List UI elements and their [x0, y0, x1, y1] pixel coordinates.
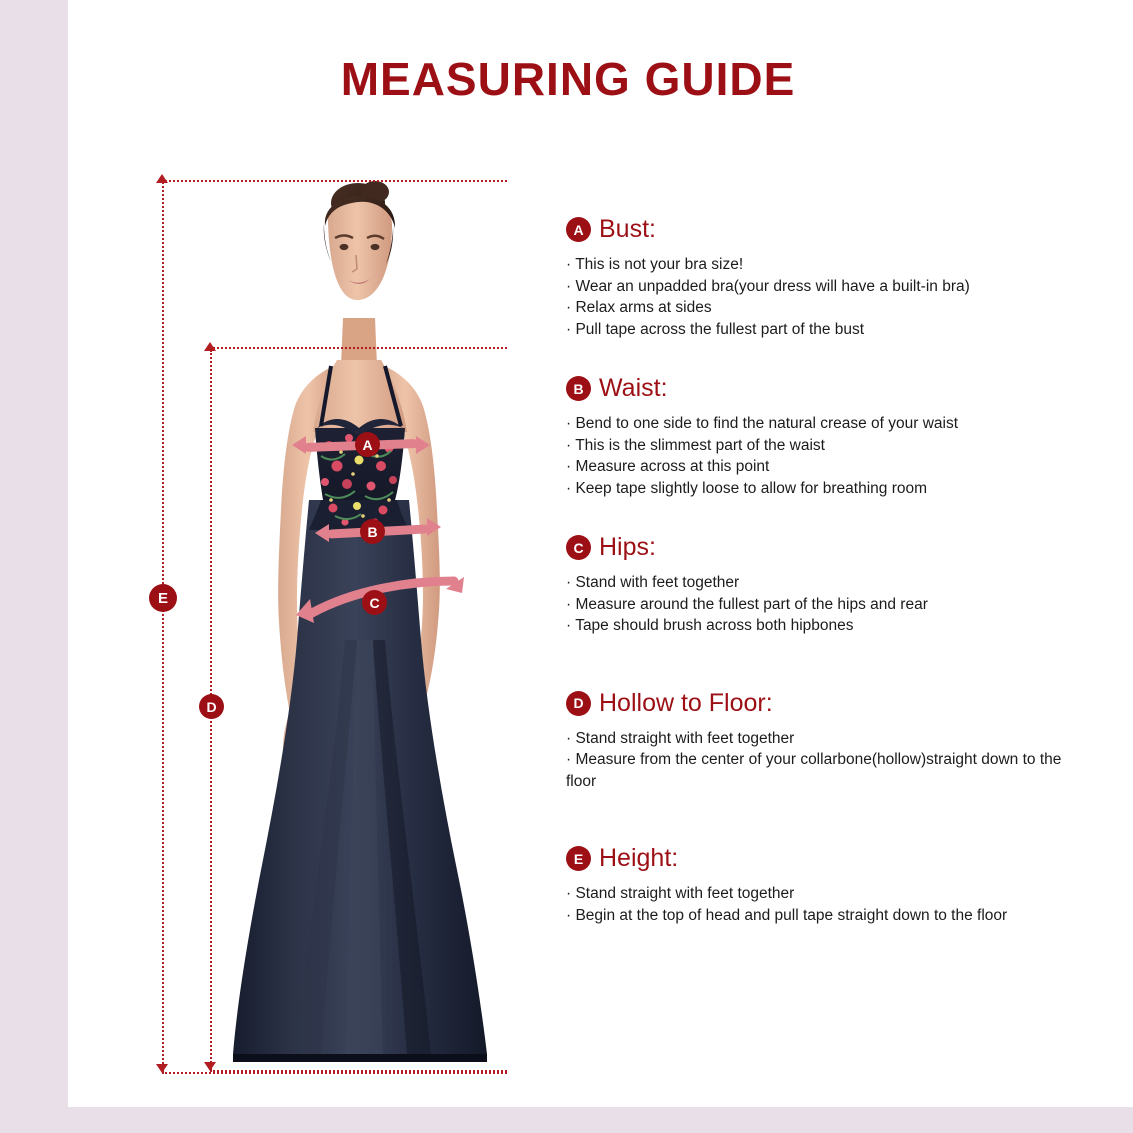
bust-tape-tip-left: [292, 436, 306, 454]
section-hips-badge: C: [566, 535, 591, 560]
bullet: · Stand with feet together: [566, 574, 740, 591]
badge-hollow-D: D: [199, 694, 224, 719]
bullet: · Begin at the top of head and pull tape straight down to the floor: [566, 906, 1008, 924]
hollow-tick-bottom: [210, 1070, 507, 1072]
section-bust-title: Bust:: [599, 215, 656, 243]
waist-tape-tip-left: [315, 524, 329, 542]
bullet: · Relax arms at sides: [566, 299, 712, 316]
section-bust-header: [566, 215, 1066, 244]
section-hollow-title: Hollow to Floor:: [599, 688, 773, 717]
section-waist-bullets: [566, 413, 1066, 499]
bullet: · Tape should brush across both hipbones: [566, 617, 854, 634]
bullet: · Keep tape slightly loose to allow for breathing room: [566, 479, 928, 497]
height-tick-top: [162, 180, 507, 182]
page-title: MEASURING GUIDE: [340, 53, 796, 105]
section-waist: [566, 374, 1066, 499]
section-hips: [566, 533, 1066, 637]
bullet: · Measure around the fullest part of the hips and rear: [566, 595, 928, 613]
section-hips-title: Hips:: [599, 533, 656, 561]
section-waist-header: [566, 374, 1066, 403]
section-bust: [566, 215, 1066, 340]
section-height-bullets: [566, 883, 1066, 926]
height-line-vertical: [162, 182, 164, 1072]
section-bust-badge: A: [566, 217, 591, 242]
section-hollow-header: [566, 689, 1066, 718]
badge-bust-A: A: [355, 432, 380, 457]
waist-tape-tip-right: [427, 518, 441, 536]
bullet: · This is the slimmest part of the waist: [566, 436, 825, 454]
badge-hips-C: C: [362, 590, 387, 615]
section-bust-bullets: [566, 254, 1066, 340]
height-tick-bottom: [162, 1072, 507, 1074]
bullet: · Wear an unpadded bra(your dress will have a built-in bra): [566, 277, 970, 295]
section-hollow-badge: D: [566, 691, 591, 716]
bullet: · This is not your bra size!: [566, 256, 744, 273]
bullet: · Bend to one side to find the natural crease of your waist: [566, 415, 959, 432]
bullet: · Measure across at this point: [566, 458, 770, 475]
section-hollow-to-floor: [566, 689, 1066, 793]
section-hips-bullets: [566, 572, 1066, 637]
bullet: · Measure from the center of your collarbone(hollow)straight down to the floor: [566, 751, 1062, 790]
section-height-title: Height:: [599, 844, 679, 872]
hollow-tick-top: [210, 347, 507, 349]
section-height-header: [566, 844, 1066, 873]
section-height: [566, 844, 1066, 926]
badge-waist-B: B: [360, 519, 385, 544]
section-waist-title: Waist:: [599, 374, 668, 402]
section-hollow-bullets: [566, 728, 1066, 793]
badge-height-E: E: [149, 584, 177, 612]
section-height-badge: E: [566, 846, 591, 871]
bullet: · Pull tape across the fullest part of the bust: [566, 320, 865, 338]
section-waist-badge: B: [566, 376, 591, 401]
bust-tape-tip-right: [416, 436, 430, 454]
bullet: · Stand straight with feet together: [566, 729, 795, 747]
bullet: · Stand straight with feet together: [566, 885, 795, 902]
instructions-column: [566, 215, 1066, 954]
section-hips-header: [566, 533, 1066, 562]
